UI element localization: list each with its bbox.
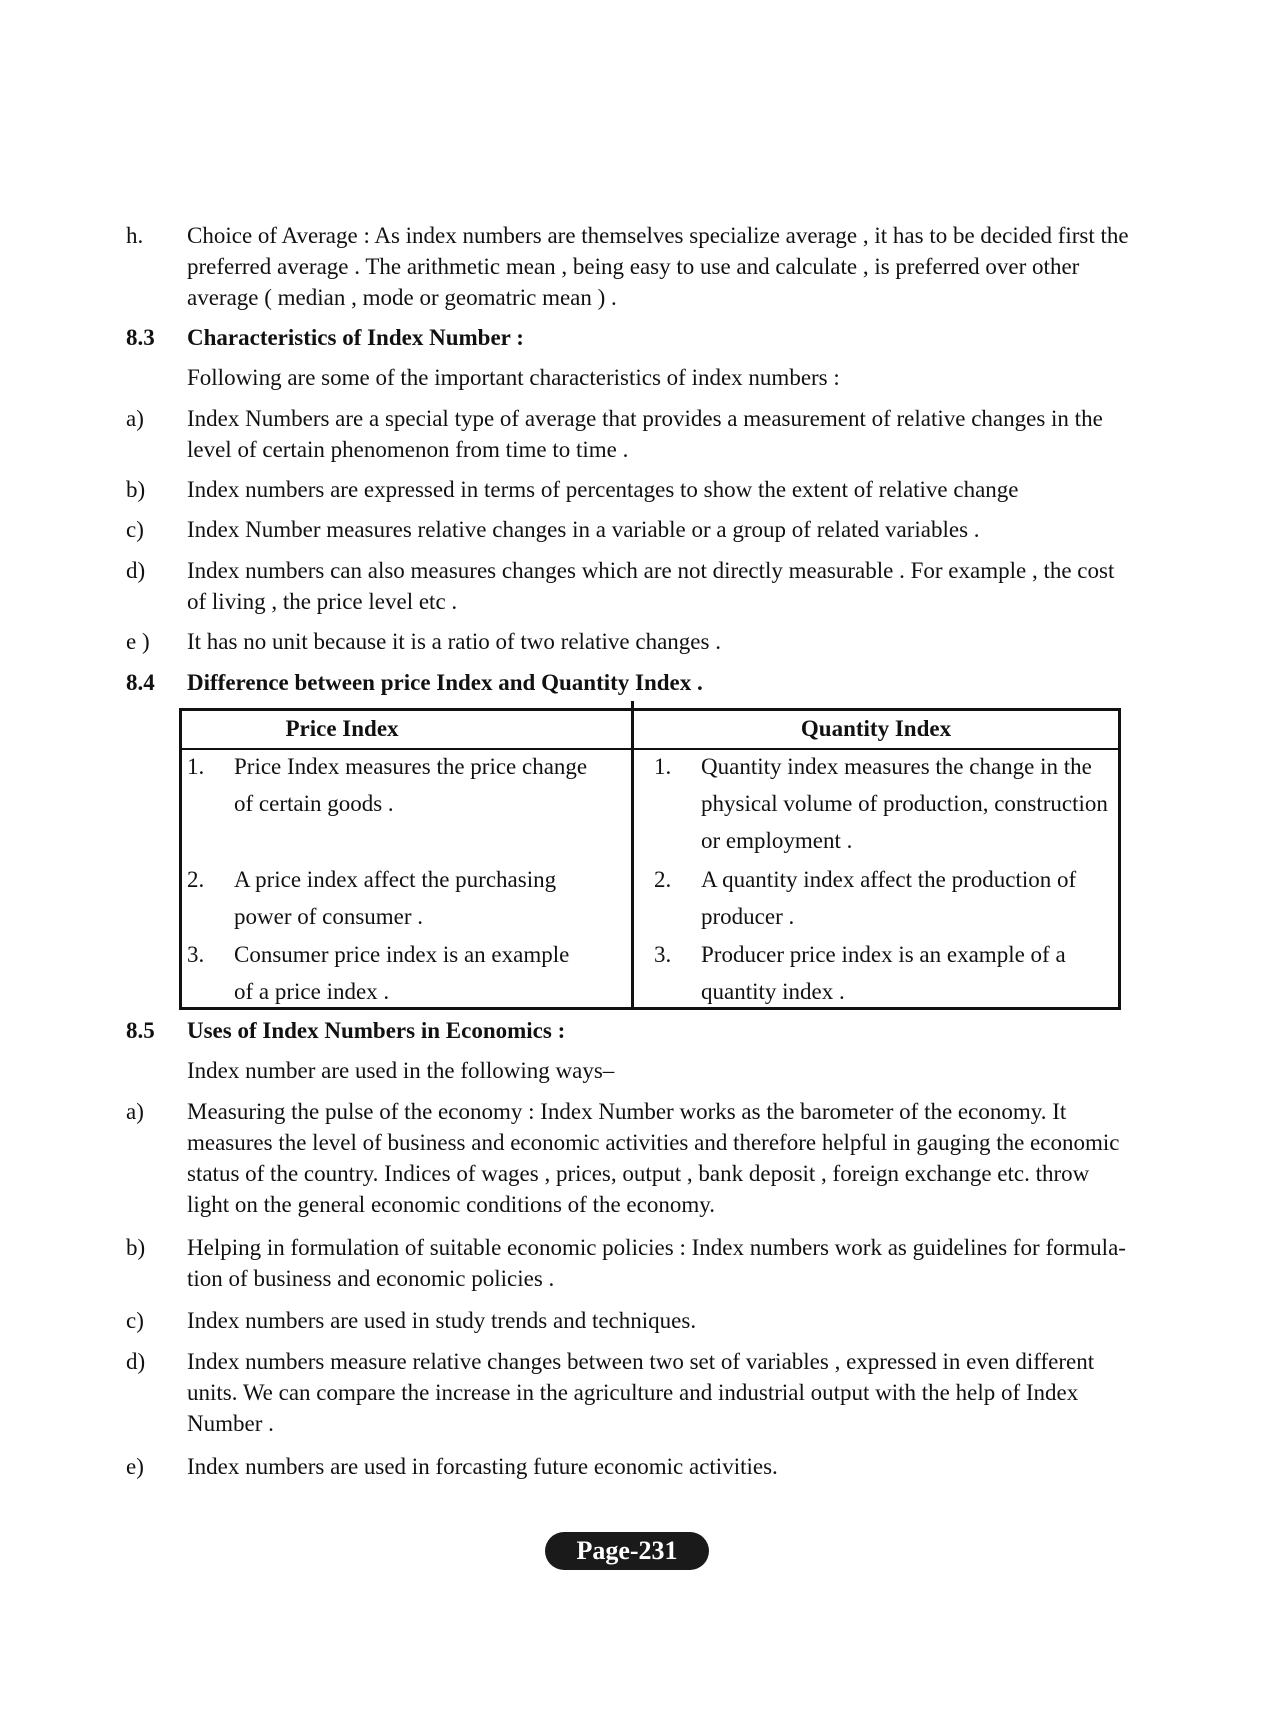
section-number: 8.3 xyxy=(126,325,155,350)
item-line: Choice of Average : As index numbers are themselves specialize average , it has to be decided first the xyxy=(187,223,1129,248)
section-number: 8.4 xyxy=(126,670,155,695)
section-title: Difference between price Index and Quantity Index . xyxy=(187,670,703,695)
table-header-quantity: Quantity Index xyxy=(800,716,952,741)
item-label: h. xyxy=(126,223,144,248)
section-number: 8.5 xyxy=(126,1018,155,1043)
page-number-badge: Page-231 xyxy=(545,1532,709,1570)
item-line: preferred average . The arithmetic mean , being easy to use and calculate , is preferred over other xyxy=(187,254,1080,279)
comparison-table: Price Index Quantity Index 1. Price Index measures the price change of certain goods . 2. A price index affect the purchasing power of consumer . 3. Consumer price index is an example of a price index . 1. Quantity index measures the change in the physical volume of production, construction or employment . 2. A quantity index affect the production of producer . 3. Producer price index is an example of a quantity index . xyxy=(179,708,1121,1010)
section-title: Uses of Index Numbers in Economics : xyxy=(187,1018,566,1043)
item-line: average ( median , mode or geomatric mean ) . xyxy=(187,285,617,310)
section-title: Characteristics of Index Number : xyxy=(187,325,524,350)
table-header-price: Price Index xyxy=(285,716,399,741)
